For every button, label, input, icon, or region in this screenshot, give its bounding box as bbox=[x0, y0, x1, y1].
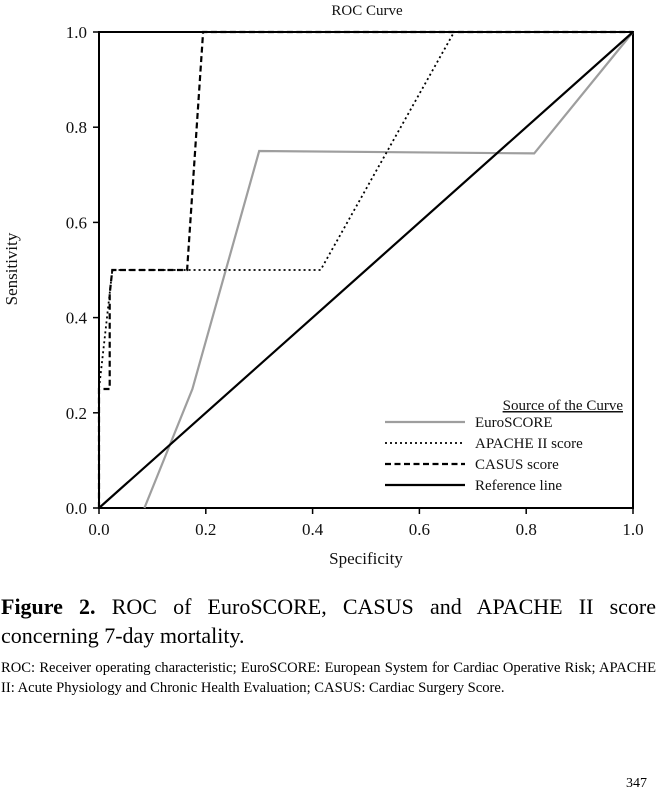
x-tick-label: 0.4 bbox=[301, 520, 324, 539]
y-tick-label: 0.4 bbox=[65, 308, 87, 328]
legend-entry: APACHE II score bbox=[475, 436, 583, 452]
x-tick-label: 0.2 bbox=[195, 520, 217, 539]
legend-entry: EuroSCORE bbox=[475, 415, 553, 431]
figure-text: ROC of EuroSCORE, CASUS and APACHE II score concerning 7-day mortality. bbox=[1, 594, 656, 648]
legend-entry: Reference line bbox=[475, 478, 563, 494]
y-tick-label: 0.8 bbox=[65, 118, 87, 138]
x-axis-label: Specificity bbox=[329, 549, 403, 568]
abbreviations-note: ROC: Receiver operating characteristic; EuroSCORE: European System for Cardiac Operative Risk; APACHE II: Acute Physiology and Chronic Health Evaluation; CASUS: Cardiac Surgery Score. bbox=[1, 660, 656, 696]
y-tick-label: 0.0 bbox=[65, 499, 87, 518]
x-tick-label: 0.0 bbox=[88, 520, 110, 539]
legend-entry: CASUS score bbox=[475, 457, 559, 473]
y-axis-ticks bbox=[66, 23, 99, 518]
x-axis-ticks bbox=[88, 508, 643, 539]
legend-title: Source of the Curve bbox=[502, 398, 623, 414]
y-tick-label: 0.2 bbox=[65, 403, 87, 423]
figure-caption bbox=[0, 592, 657, 698]
chart-title: ROC Curve bbox=[331, 3, 403, 19]
x-tick-label: 0.6 bbox=[408, 520, 431, 539]
figure-label: Figure 2. bbox=[1, 594, 96, 619]
y-tick-label: 1.0 bbox=[65, 23, 87, 42]
y-axis-label: Sensitivity bbox=[2, 232, 21, 306]
page-number: 347 bbox=[626, 776, 647, 791]
x-tick-label: 1.0 bbox=[622, 520, 644, 539]
legend bbox=[385, 398, 623, 494]
y-tick-label: 0.6 bbox=[65, 213, 87, 233]
x-tick-label: 0.8 bbox=[515, 520, 537, 539]
caption-main bbox=[1, 592, 656, 650]
